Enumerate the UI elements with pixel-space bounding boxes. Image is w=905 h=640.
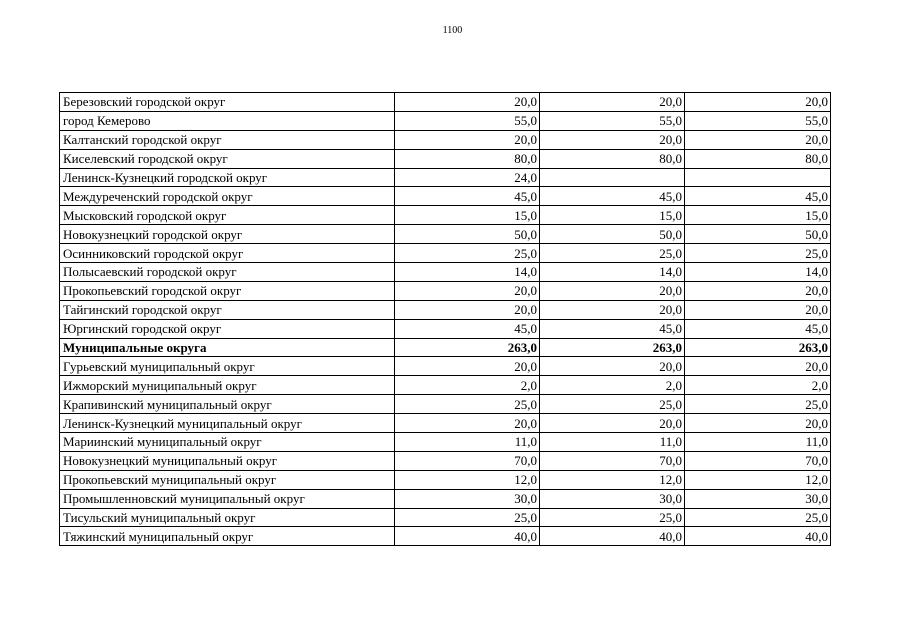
row-value-2-cell: 30,0 [540,489,685,508]
table-row [60,357,831,376]
row-name-cell: Новокузнецкий муниципальный округ [60,451,395,470]
row-value-1-cell: 20,0 [395,357,540,376]
table-row [60,414,831,433]
row-value-3-cell: 45,0 [685,187,831,206]
row-value-2-cell [540,168,685,187]
row-name-cell: Полысаевский городской округ [60,263,395,282]
row-name-cell: Промышленновский муниципальный округ [60,489,395,508]
row-value-2-cell: 12,0 [540,470,685,489]
row-value-3-cell: 40,0 [685,527,831,546]
row-value-1-cell: 45,0 [395,319,540,338]
row-value-1-cell: 50,0 [395,225,540,244]
row-name-cell: Мариинский муниципальный округ [60,433,395,452]
row-value-1-cell: 20,0 [395,300,540,319]
row-name-cell: Тисульский муниципальный округ [60,508,395,527]
table-row [60,319,831,338]
row-value-1-cell: 20,0 [395,130,540,149]
row-value-1-cell: 14,0 [395,263,540,282]
row-value-3-cell: 80,0 [685,149,831,168]
row-value-3-cell: 25,0 [685,244,831,263]
row-name-cell: Ижморский муниципальный округ [60,376,395,395]
table-body [60,93,831,546]
row-name-cell: Прокопьевский городской округ [60,281,395,300]
row-value-1-cell: 20,0 [395,281,540,300]
table-row [60,451,831,470]
row-name-cell: Киселевский городской округ [60,149,395,168]
table-row [60,111,831,130]
row-value-1-cell: 30,0 [395,489,540,508]
row-value-1-cell: 40,0 [395,527,540,546]
row-name-cell: Тяжинский муниципальный округ [60,527,395,546]
table-row [60,93,831,112]
row-name-cell: Муниципальные округа [60,338,395,357]
table-row [60,168,831,187]
row-name-cell: Прокопьевский муниципальный округ [60,470,395,489]
row-value-3-cell: 20,0 [685,93,831,112]
row-value-1-cell: 20,0 [395,93,540,112]
row-value-1-cell: 20,0 [395,414,540,433]
row-value-3-cell: 25,0 [685,508,831,527]
row-value-2-cell: 50,0 [540,225,685,244]
row-value-3-cell: 30,0 [685,489,831,508]
row-value-1-cell: 15,0 [395,206,540,225]
row-value-1-cell: 2,0 [395,376,540,395]
table-row [60,300,831,319]
row-value-2-cell: 20,0 [540,357,685,376]
row-value-3-cell: 14,0 [685,263,831,282]
row-value-1-cell: 24,0 [395,168,540,187]
row-value-2-cell: 45,0 [540,319,685,338]
table-row [60,187,831,206]
row-value-1-cell: 25,0 [395,508,540,527]
table-row [60,281,831,300]
row-value-2-cell: 70,0 [540,451,685,470]
row-value-2-cell: 45,0 [540,187,685,206]
row-value-3-cell: 12,0 [685,470,831,489]
row-value-1-cell: 80,0 [395,149,540,168]
table-row [60,395,831,414]
row-value-1-cell: 70,0 [395,451,540,470]
row-value-3-cell: 55,0 [685,111,831,130]
row-name-cell: Калтанский городской округ [60,130,395,149]
table-row [60,225,831,244]
row-value-2-cell: 25,0 [540,395,685,414]
row-name-cell: Междуреченский городской округ [60,187,395,206]
row-value-2-cell: 2,0 [540,376,685,395]
budget-table [59,92,831,546]
row-name-cell: Березовский городской округ [60,93,395,112]
row-value-3-cell: 20,0 [685,281,831,300]
row-value-2-cell: 263,0 [540,338,685,357]
row-value-1-cell: 263,0 [395,338,540,357]
row-name-cell: Гурьевский муниципальный округ [60,357,395,376]
row-value-1-cell: 25,0 [395,244,540,263]
row-name-cell: Мысковский городской округ [60,206,395,225]
row-name-cell: Осинниковский городской округ [60,244,395,263]
row-name-cell: Ленинск-Кузнецкий городской округ [60,168,395,187]
row-value-3-cell: 25,0 [685,395,831,414]
table-row [60,149,831,168]
row-value-3-cell [685,168,831,187]
table-row [60,130,831,149]
row-value-1-cell: 11,0 [395,433,540,452]
table-group-row [60,338,831,357]
row-value-2-cell: 25,0 [540,244,685,263]
row-name-cell: Крапивинский муниципальный округ [60,395,395,414]
row-value-3-cell: 50,0 [685,225,831,244]
table-row [60,376,831,395]
row-name-cell: Ленинск-Кузнецкий муниципальный округ [60,414,395,433]
row-value-2-cell: 55,0 [540,111,685,130]
table-row [60,470,831,489]
row-value-1-cell: 12,0 [395,470,540,489]
row-value-2-cell: 20,0 [540,130,685,149]
table-row [60,206,831,225]
row-value-2-cell: 20,0 [540,300,685,319]
row-value-1-cell: 45,0 [395,187,540,206]
table-row [60,433,831,452]
row-value-2-cell: 11,0 [540,433,685,452]
table-row [60,508,831,527]
row-value-2-cell: 80,0 [540,149,685,168]
row-value-2-cell: 25,0 [540,508,685,527]
row-value-2-cell: 20,0 [540,93,685,112]
table-row [60,489,831,508]
row-value-1-cell: 25,0 [395,395,540,414]
row-value-2-cell: 40,0 [540,527,685,546]
row-value-3-cell: 263,0 [685,338,831,357]
row-value-3-cell: 20,0 [685,130,831,149]
row-value-1-cell: 55,0 [395,111,540,130]
row-value-2-cell: 15,0 [540,206,685,225]
row-value-2-cell: 14,0 [540,263,685,282]
row-value-3-cell: 70,0 [685,451,831,470]
row-value-3-cell: 20,0 [685,300,831,319]
row-value-3-cell: 11,0 [685,433,831,452]
row-name-cell: город Кемерово [60,111,395,130]
row-name-cell: Новокузнецкий городской округ [60,225,395,244]
table-row [60,263,831,282]
row-value-2-cell: 20,0 [540,281,685,300]
page-number: 1100 [442,25,463,36]
row-value-3-cell: 45,0 [685,319,831,338]
row-name-cell: Юргинский городской округ [60,319,395,338]
table-row [60,527,831,546]
table-row [60,244,831,263]
row-value-3-cell: 2,0 [685,376,831,395]
row-value-3-cell: 20,0 [685,357,831,376]
row-name-cell: Тайгинский городской округ [60,300,395,319]
row-value-3-cell: 20,0 [685,414,831,433]
row-value-3-cell: 15,0 [685,206,831,225]
row-value-2-cell: 20,0 [540,414,685,433]
